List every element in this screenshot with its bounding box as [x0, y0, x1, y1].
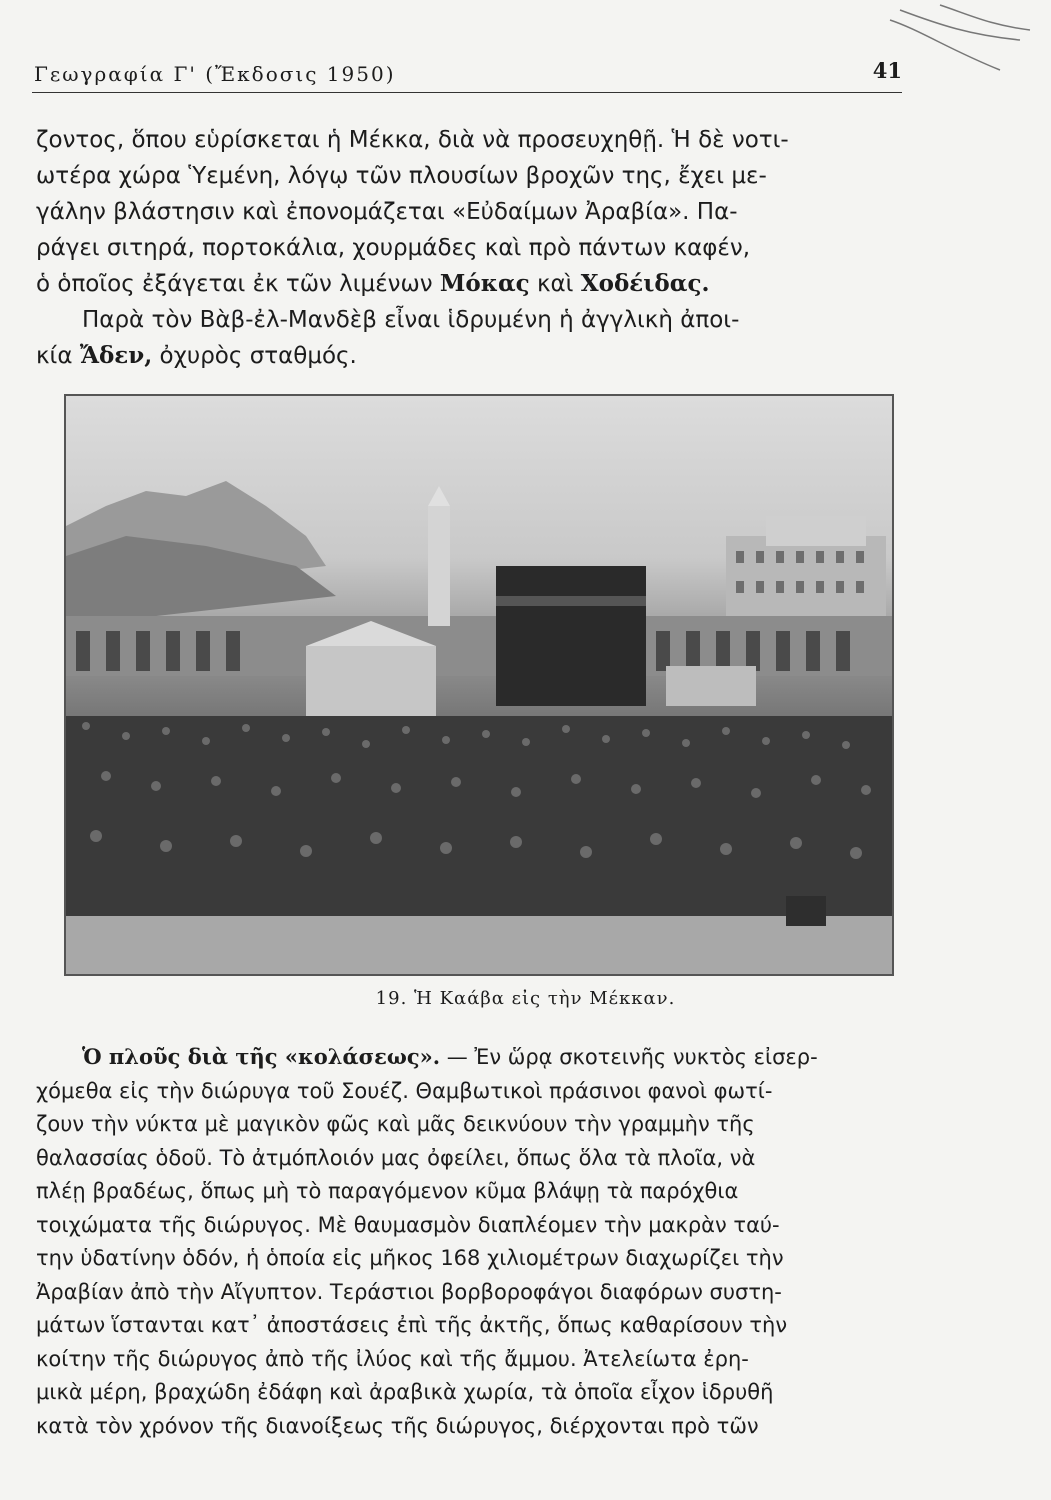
text-line: Παρὰ τὸν Βὰβ-ἐλ-Μανδὲβ εἶναι ἱδρυμένη ἡ ἀγγλικὴ ἀποι-: [82, 307, 740, 333]
text-line: ζουν τὴν νύκτα μὲ μαγικὸν φῶς καὶ μᾶς δεικνύουν τὴν γραμμὴν τῆς: [36, 1112, 755, 1136]
text-line: μάτων ἵστανται κατ᾽ ἀποστάσεις ἐπὶ τῆς ἀκτῆς, ὅπως καθαρίσουν τὴν: [36, 1313, 788, 1337]
top-paragraph: [36, 122, 906, 382]
text-line: ράγει σιτηρά, πορτοκάλια, χουρμάδες καὶ πρὸ πάντων καφέν,: [36, 235, 751, 261]
kaaba-photograph: [64, 394, 894, 976]
pencil-scribble: [880, 0, 1040, 90]
text-line: τοιχώματα τῆς διώρυγος. Μὲ θαυμασμὸν διαπλέομεν τὴν μακρὰν ταύ-: [36, 1212, 780, 1237]
text-fragment: ὀχυρὸς σταθμός.: [152, 343, 357, 369]
place-name-aden: Ἄδεν,: [79, 342, 153, 369]
text-line: πλέῃ βραδέως, ὅπως μὴ τὸ παραγόμενον κῦμα βλάψῃ τὰ παρόχθια: [36, 1179, 739, 1203]
text-line: θαλασσίας ὁδοῦ. Τὸ ἀτμόπλοιόν μας ὀφείλει, ὅπως ὅλα τὰ πλοῖα, νὰ: [36, 1145, 756, 1170]
text-line: χόμεθα εἰς τὴν διώρυγα τοῦ Σουέζ. Θαμβωτικοὶ πράσινοι φανοὶ φωτί-: [36, 1078, 773, 1103]
bottom-paragraph: [36, 1040, 912, 1443]
text-line: [36, 338, 906, 374]
section-title: Ὁ πλοῦς διὰ τῆς «κολάσεως».: [82, 1044, 441, 1069]
text-fragment: — Ἐν ὥρᾳ σκοτεινῆς νυκτὸς εἰσερ-: [440, 1045, 818, 1069]
text-line: [36, 1040, 912, 1075]
text-line: [36, 266, 906, 302]
text-fragment: κία: [36, 343, 80, 369]
text-line: ωτέρα χώρα Ὑεμένη, λόγῳ τῶν πλουσίων βροχῶν της, ἔχει με-: [36, 163, 767, 189]
text-line: κατὰ τὸν χρόνον τῆς διανοίξεως τῆς διώρυγος, διέρχονται πρὸ τῶν: [36, 1413, 759, 1438]
running-title: Γεωγραφία Γ' (Ἔκδοσις 1950): [34, 62, 396, 86]
figure-caption: 19. Ἡ Καάβα εἰς τὴν Μέκκαν.: [375, 988, 676, 1009]
text-line: την ὑδατίνην ὁδόν, ἡ ὁποία εἰς μῆκος 168 χιλιομέτρων διαχωρίζει τὴν: [36, 1246, 784, 1270]
text-line: μικὰ μέρη, βραχώδη ἐδάφη καὶ ἀραβικὰ χωρία, τὰ ὁποῖα εἶχον ἱδρυθῆ: [36, 1380, 774, 1404]
text-line: γάλην βλάστησιν καὶ ἐπονομάζεται «Εὐδαίμων Ἀραβία». Πα-: [36, 199, 738, 225]
text-line: Ἀραβίαν ἀπὸ τὴν Αἴγυπτον. Τεράστιοι βορβοροφάγοι διαφόρων συστη-: [36, 1279, 782, 1304]
text-line: ζοντος, ὅπου εὑρίσκεται ἡ Μέκκα, διὰ νὰ προσευχηθῇ. Ἡ δὲ νοτι-: [36, 127, 789, 153]
text-line: κοίτην τῆς διώρυγος ἀπὸ τῆς ἰλύος καὶ τῆς ἄμμου. Ἀτελείωτα ἐρη-: [36, 1346, 749, 1371]
port-name-hodeidas: Χοδέιδας.: [580, 270, 710, 297]
page-number: 41: [872, 58, 902, 83]
page-header: [32, 58, 902, 93]
port-name-mokas: Μόκας: [439, 270, 530, 297]
text-fragment: καὶ: [529, 271, 581, 297]
text-fragment: ὁ ὁποῖος ἐξάγεται ἐκ τῶν λιμένων: [36, 271, 440, 297]
